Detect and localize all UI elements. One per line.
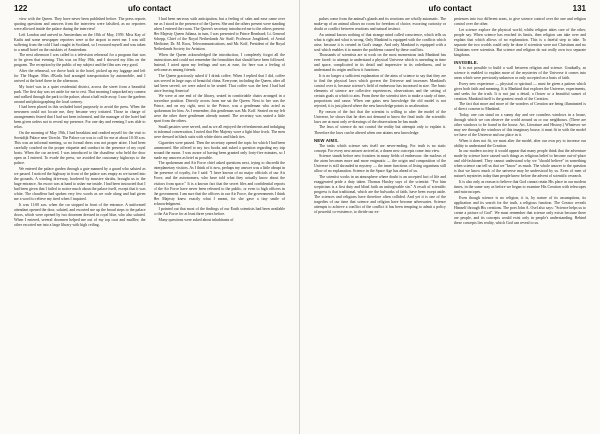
section-heading: NEW AIMS. <box>314 137 339 143</box>
paragraph-group <box>454 17 586 58</box>
paragraph: Left London and arrived in Amsterdam on the 18th of May, 1959. Miss Kay of Kadis and some newspaper reporters were at the airport to meet me. I was still suffering from the cold I had caught in Scotland, so I excused myself and was taken to a small hotel on the outskirts of Amsterdam. <box>14 32 146 52</box>
running-title: ufo contact <box>428 4 472 13</box>
paragraph: It was 11:00 a.m. when the car stopped in front of the entrance. A uniformed attendant opened the door, saluted, and escorted me up the broad steps to the palace doors, which were opened by two doormen dressed in royal blue, who also saluted. When I entered, several doormen helped me out of my top coat and muffler; the other escorted me into a large library with high ceiling. <box>14 202 146 227</box>
paragraph: Small pastries were served, and as we all enjoyed the refreshments and indulging in informal conversation, I noted that Her Majesty wore a light blue frock. The men were dressed in black suits with white shirts and black ties. <box>153 124 285 140</box>
running-title: ufo contact <box>127 4 172 13</box>
paragraph: Every new experience — physical or spiritual — must be given a pattern which gives both faith and meaning. It is Mankind that explores the Universe, experiments, and seeks for the truth. It is not just a detail, a flower or a beautiful sunset of creation. Mankind itself is the greatest result of the Creation. <box>454 81 586 101</box>
paragraph: When it does not fit, we must alter the model, alter our own pry to increase our ability to understand the Creation. <box>454 138 586 148</box>
paragraph: It is no longer a sufficient explanation of the aims of science to say that they are to find the physical laws which govern the Universe and increases Mankind's control over it, because science's field of endeavour has increased in size. The basic elements of science are collective experiences, observations and the setting of certain goals at which to aim. From these the scientist tries to make a study of time, proportions and cause. When one gains new knowledge the old model is not rejected, it is just placed where the new knowledge points to an alteration. <box>314 74 446 109</box>
paragraph-group <box>314 144 446 216</box>
text-column <box>14 17 146 428</box>
page-number: 122 <box>14 4 28 13</box>
paragraph: The tasks which science sets itself are never-ending. For truth is no static concept. For every new answer arrived at, a dozen new concepts come into view. <box>314 143 446 153</box>
paragraph: The laws of science do not control the reality but attempts only to explain it. Therefore the laws can be altered when one attains new knowledge. <box>314 125 446 135</box>
paragraph: When the Queen acknowledged the introduction, I completely forgot all the instructions and could not remember the formalities that should have been followed. Instead, I acted upon my feelings and was at ease, for here was a feeling of welcome as among friends. <box>153 52 285 72</box>
paragraph: Thousands of scientists are at work on the most momentous task Mankind has ever faced: to attempt to understand a physical Universe which is unending in time and space, complicated in its detail and impressive in its orderliness, and to understand its origin and how it functions. <box>314 53 446 73</box>
paragraph: By reason of the fact that the scientist is willing to alter the model of the Universe, he shows that he does not demand to know the final truth: the scientific laws are at most only re-drawings of the observations he has made. <box>314 109 446 124</box>
right-page-header <box>314 4 586 16</box>
paragraph-group <box>314 17 446 136</box>
paragraph: The scientist works in an atmosphere where doubt is an accepted fact of life and exaggerated pride a duty taken. Thomas Huxley says of the scientist: "For him scepticism is a first duty and blind faith an unforgivable sin." A result of scientific progress is that traditional, which are the bulwarks of faith, have been swept aside. The sciences and religions have therefore often collided. And yet it is one of the tragedies of our time that science and religion have become adversaries. Science attempts to achieve a conflict of the conflict it has been tempting to admit a policy of peaceful co-existence, to divide our ex- <box>314 174 446 215</box>
paragraph: pulses come from the animal's glands and its reactions are wholly automatic. The make-up of an animal allows no room for freedom of choice, escorting curiosity or doubt or conflict between reactions and natural instinct. <box>314 17 446 32</box>
text-column <box>454 17 586 428</box>
paragraph: Many questions were asked about inhabitants of <box>158 217 234 222</box>
left-page-header <box>14 4 285 16</box>
paragraph: Cigarettes were passed. Then the secretary opened the topic for which I had been summoned. She offered to my two books and asked a question regarding my trip around the moon. I was aware of having been granted only forty-five minutes, so I made my answers as brief as possible. <box>153 140 285 160</box>
paragraph: The Queen graciously asked if I drink coffee. When I replied that I did, coffee was served in large cups of beautiful china. Everyone, including the Queen, after all had been served, we were asked to be seated. That coffee was the best I had had since leaving America! <box>153 73 285 93</box>
paragraph: Science stands before new frontiers in many fields of endeavour: the nucleus of the atom becomes more and more enigmatic — the origin and composition of the Universe is still shrouded in mystery — the inner functions of living organisms still allow of no explanation. Science in the Space Age has ahead of us. <box>314 154 446 174</box>
paragraph: I had been placed in this secluded hotel purposely to avoid the press. When the newsmen could not locate me, they became very irritated. Those in charge of arrangements feared that I had not been informed, and the manager of the hotel had been given orders not to reveal my presence. For one day and evening I was able to relax. <box>14 105 146 130</box>
paragraph: An animal knows nothing of that strange mind called conscience, which tells us what is right and what is wrong. Only Mankind is equipped with the conflicts which arise, because it is created in God's image. And only Mankind is equipped with a soul which enables it to master the problems caused by these conflicts. <box>314 32 446 52</box>
page-number: 131 <box>572 4 586 13</box>
text-column <box>314 17 446 428</box>
paragraph: periences into two different areas, to give science control over the one and religion control over the other. <box>454 17 586 27</box>
paragraph: My hotel was in a quiet residential district, across the street from a beautiful park. The first day was set aside for me to rest. That morning I unpacked my camera and walked through the park to the palace, about a half mile away. I saw the gardens around and photographing the local scenery. <box>14 84 146 104</box>
paragraph: After the rehearsal, we drove back to the hotel, picked up my luggage and left for The Hague. Miss d'Kadis had arranged transportation by automobile, and I arrived at the hotel there in the afternoon. <box>14 68 146 84</box>
paragraph: We were at one end of the library, seated in comfortable chairs arranged in a horseshoe position. Directly across from me sat the Queen. Next to her was the Prince, and on my right, next to the Prince, was a gentleman who acted as spokesman for him. As I remember, this gentleman was Mr. Koff. Seated on my left were the other three gentlemen already named. The secretary was seated a little apart from the others. <box>153 94 285 124</box>
paragraph: Let science explore the physical world, whilst religion takes care of the other, people say. When science has reached its limits, then religion can take over and explain that which allows of no explanation. This is a fateful step to take. To separate the two worlds could only be done if scientists were not Christians and no Christians were scientists. But science and religion do not really own two separate kingdoms. <box>454 27 586 57</box>
paragraph: Today, one can stand on a sunny day and see countless windows in a house, through which we can observe the world around us or our neighbours. (There are other windows to be found in the house. Art, Literature and History.) Whatever we may see through the windows of this imaginary house, it must fit in with the model we have of the Universe and our place in it. <box>454 112 586 138</box>
paragraph: In our modern society it would appear that many people think that the adventure made by science have caused such things as religious belief to become out-of-place and old-fashioned. They cannot understand why we "should believe" in something when science can tell us that we "know" as much. The whole answer to the question is that we know much of the universe may be understood by us. Even of men of nature's mysteries today than people knew before the advent of scientific research. <box>454 149 586 179</box>
paragraph: The spokesman and Air Force chief asked questions next, trying to discredit the interplanetary visitors. As I think of it now, perhaps my answer was a little abrupt in the presence of royalty, for I said: "I have known of no major officials of our Air Force, and the astronomers, who have told what they actually know about the visitors from space." It is a known fact that the secret files and confidential reports of the Air Force have never been released to the public, or even to high officers in the government. I am sure that the officers in our Air Force, the governments I think Her Majesty knew exactly what I meant, for she gave a tiny smile of acknowledgment. <box>153 161 285 206</box>
paragraph: I pointed out that most of the findings of our Earth scientists had been available to the Air Force for at least three years before. <box>153 207 285 217</box>
left-page-columns <box>14 17 285 428</box>
paragraph: We entered the palace garden through a gate manned by a guard who saluted as we passed. I noticed the highway in front of the palace was empty as we turned into the grounds. A winding driveway, bordered by massive shrubs, brought us to the huge entrance. An escort was at hand to usher me inside. I had been instructed that I had been given that I failed to notice much about the palace itself, except that it was white. The chauffeur had spoken very few words as we rode along and had given me a word to relieve my tired when I inquired. <box>14 166 146 202</box>
paragraph: Even though science is no religion, it is, by nature of its assumptions, its application and its search for the truth, a religious function. The Creator reveals Himself through His creations. The poet John A. Osel also says: "Science helps us to create a picture of God". We must remember that science only exists because there are people, and its concepts would exist only in people's understanding. Behind these concepts lies reality, which God can reveal to us. <box>454 195 586 225</box>
right-page <box>300 0 600 434</box>
text-column <box>154 17 286 428</box>
paragraph: The fact that more and more of the wonders of Creation are being illuminated is of direct concern to Mankind. <box>454 102 586 112</box>
section-heading: INVISIBLE. <box>454 59 479 65</box>
paragraph: view with the Queen. They have never been published before. The press reports quoting questions and answers from the interview were falsified, as no reporters were allowed inside the palace during the interview! <box>14 17 146 32</box>
paragraph: The next afternoon I was called to a television rehearsal for a program that was to be given that evening. This was on May 19th, and I showed my film on the program. The reception by the public of my subject and the film was very good. <box>14 53 146 68</box>
paragraph: On the morning of May 19th, I had breakfast and readied myself for the visit to Soestdijk Palace near Utrecht. The Palace car was to call for me at about 10:30 a.m. This was an informal meeting, so no formal dress was not proper attire. I had been carefully coached on the proper etiquette and conduct in the presence of my royal hosts. When the car arrived, I was introduced to the chauffeur who held the door open as I entered. To evade the press, we avoided the customary highways to the palace. <box>14 131 146 166</box>
paragraph: I had been nervous with anticipation, but a feeling of calm and ease came over me as I stood in the presence of the Queen. She and the others present were standing when I entered the room. The Queen's secretary introduced me to the others present: Her Majesty Queen Juliana, in turn, I was presented to Prince Bernhard; Lt. General Schepp, Chief of the Royal Netherlands Air Staff; Professor Jongbloed, of Aerial Medicine; Dr. M. Roos, Telecommunications; and Mr. Koff, President of the Royal Netherlands Society for Aviation. <box>153 17 285 52</box>
paragraph: It is also only as reason to believe that God cannot retain His place in our modern times, in the same way as before we began to examine His Creation with telescopes and microscopes. <box>454 179 586 195</box>
right-page-columns <box>314 17 586 428</box>
paragraph-group <box>454 66 586 226</box>
paragraph: It is not possible to build a wall between religion and science. Gradually, as science is enabled to explain more of the mysteries of the Universe it comes into areas which were previously unknown or only accepted on a basis of faith. <box>454 65 586 81</box>
